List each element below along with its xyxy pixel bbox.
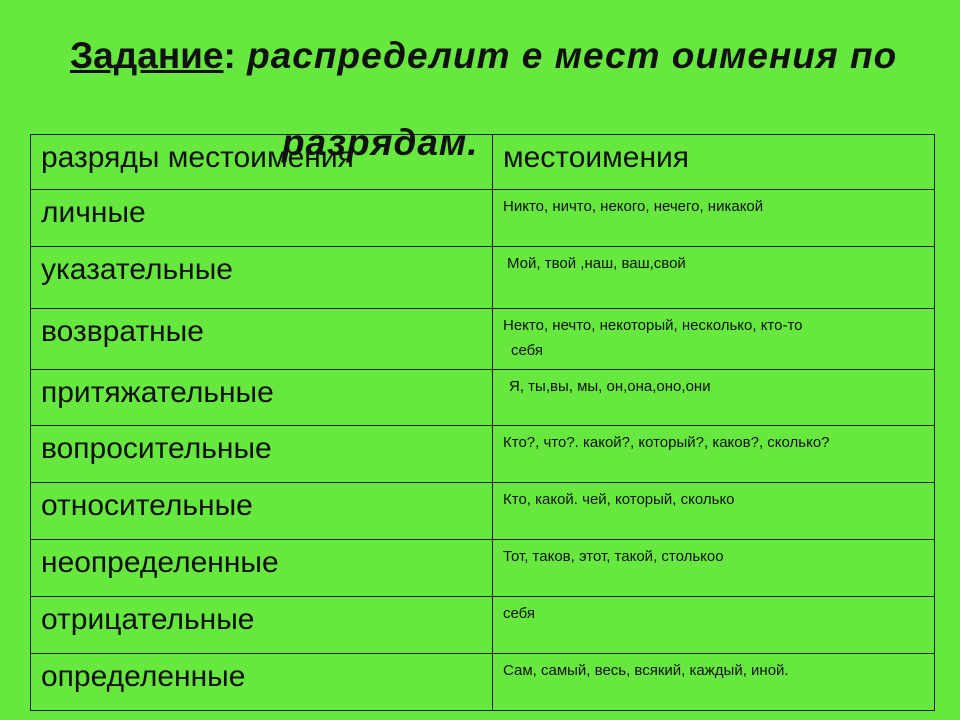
row-pronouns xyxy=(493,654,935,711)
row-category: притяжательные xyxy=(31,370,493,426)
row-pronouns xyxy=(493,370,935,426)
row-pronouns-text: Кто?, что?. какой?, который?, каков?, сколько? xyxy=(503,434,830,451)
row-pronouns-text: Кто, какой. чей, который, сколько xyxy=(503,491,735,508)
task-colon: : xyxy=(223,35,236,76)
table-row xyxy=(31,247,935,309)
row-pronouns-text: Я, ты,вы, мы, он,она,оно,они xyxy=(509,378,711,395)
table-row xyxy=(31,190,935,247)
row-pronouns-text: Сам, самый, весь, всякий, каждый, иной. xyxy=(503,662,789,679)
row-category: указательные xyxy=(31,247,493,309)
pronoun-table xyxy=(30,134,935,711)
task-text-line2: разрядам. xyxy=(282,122,479,163)
header-pronouns: местоимения xyxy=(493,135,935,190)
row-pronouns xyxy=(493,540,935,597)
row-pronouns xyxy=(493,597,935,654)
row-pronouns xyxy=(493,483,935,540)
table-row xyxy=(31,309,935,370)
table-row xyxy=(31,597,935,654)
row-pronouns-text: Мой, твой ,наш, ваш,свой xyxy=(507,255,686,272)
row-pronouns xyxy=(493,247,935,309)
table-row xyxy=(31,426,935,483)
task-label: Задание xyxy=(70,35,224,76)
row-pronouns-text: Некто, нечто, некоторый, несколько, кто-то xyxy=(503,317,803,334)
row-category: личные xyxy=(31,190,493,247)
table-row xyxy=(31,370,935,426)
row-category: определенные xyxy=(31,654,493,711)
row-pronouns-text-line2: себя xyxy=(511,342,544,359)
table-header-row xyxy=(31,135,935,190)
row-pronouns xyxy=(493,426,935,483)
row-category: неопределенные xyxy=(31,540,493,597)
row-pronouns-text: себя xyxy=(503,605,536,622)
row-pronouns-text: Тот, таков, этот, такой, столькоо xyxy=(503,548,724,565)
task-title xyxy=(70,36,930,76)
table-row xyxy=(31,654,935,711)
header-category: разряды местоимения xyxy=(31,135,493,190)
row-category: возвратные xyxy=(31,309,493,370)
row-pronouns xyxy=(493,309,935,370)
row-category: вопросительные xyxy=(31,426,493,483)
task-text-line1: распределит е мест оимения по xyxy=(235,35,898,76)
row-pronouns xyxy=(493,190,935,247)
table-row xyxy=(31,483,935,540)
table-row xyxy=(31,540,935,597)
row-category: относительные xyxy=(31,483,493,540)
row-category: отрицательные xyxy=(31,597,493,654)
row-pronouns-text: Никто, ничто, некого, нечего, никакой xyxy=(503,198,764,215)
